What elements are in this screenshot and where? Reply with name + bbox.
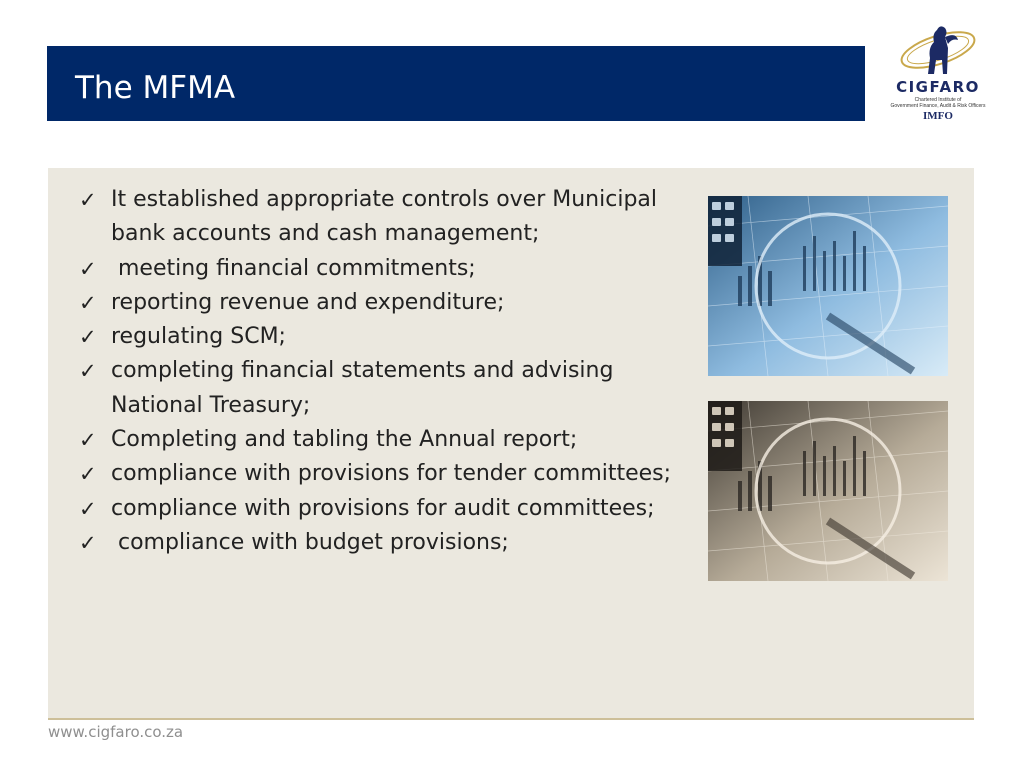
bullet-list [76,183,696,560]
checkmark-icon: ✓ [79,188,97,212]
list-item [76,320,696,354]
checkmark-icon: ✓ [79,359,97,384]
checkmark-icon: ✓ [79,428,97,453]
checkmark-icon: ✓ [79,290,97,315]
list-item-text: compliance with budget provisions; [111,529,509,555]
title-bar [47,46,865,121]
list-item [76,286,696,320]
list-item-text: compliance with provisions for tender committees; [111,461,672,487]
list-item-text: completing financial statements and advising National Treasury; [111,358,614,418]
financial-chart-photo-blue [708,196,948,376]
lion-emblem-icon [890,18,986,78]
list-item [76,492,696,526]
list-item [76,526,696,560]
checkmark-icon: ✓ [79,530,97,555]
list-item [76,183,696,252]
list-item [76,354,696,423]
cigfaro-logo [890,18,986,128]
list-item-text: meeting financial commitments; [111,255,476,281]
logo-wordmark: CIGFARO [896,78,980,96]
financial-chart-photo-sepia [708,401,948,581]
footer-website-url: www.cigfaro.co.za [48,723,184,741]
list-item-text: compliance with provisions for audit committees; [111,495,655,521]
list-item-text: regulating SCM; [111,324,286,350]
checkmark-icon: ✓ [79,496,97,521]
checkmark-icon: ✓ [79,256,97,281]
list-item-text: Completing and tabling the Annual report; [111,427,578,453]
logo-tagline: IMFO [923,110,953,122]
list-item [76,252,696,286]
list-item [76,423,696,457]
logo-subtitle-line-1: Chartered Institute of [914,97,962,103]
list-item-text: It established appropriate controls over Municipal bank accounts and cash management; [111,187,658,247]
checkmark-icon: ✓ [79,325,97,350]
slide-title: The MFMA [75,70,236,106]
logo-subtitle-line-2: Government Finance, Audit & Risk Officers [890,103,986,109]
checkmark-icon: ✓ [79,462,97,487]
list-item-text: reporting revenue and expenditure; [111,289,505,315]
list-item [76,457,696,491]
